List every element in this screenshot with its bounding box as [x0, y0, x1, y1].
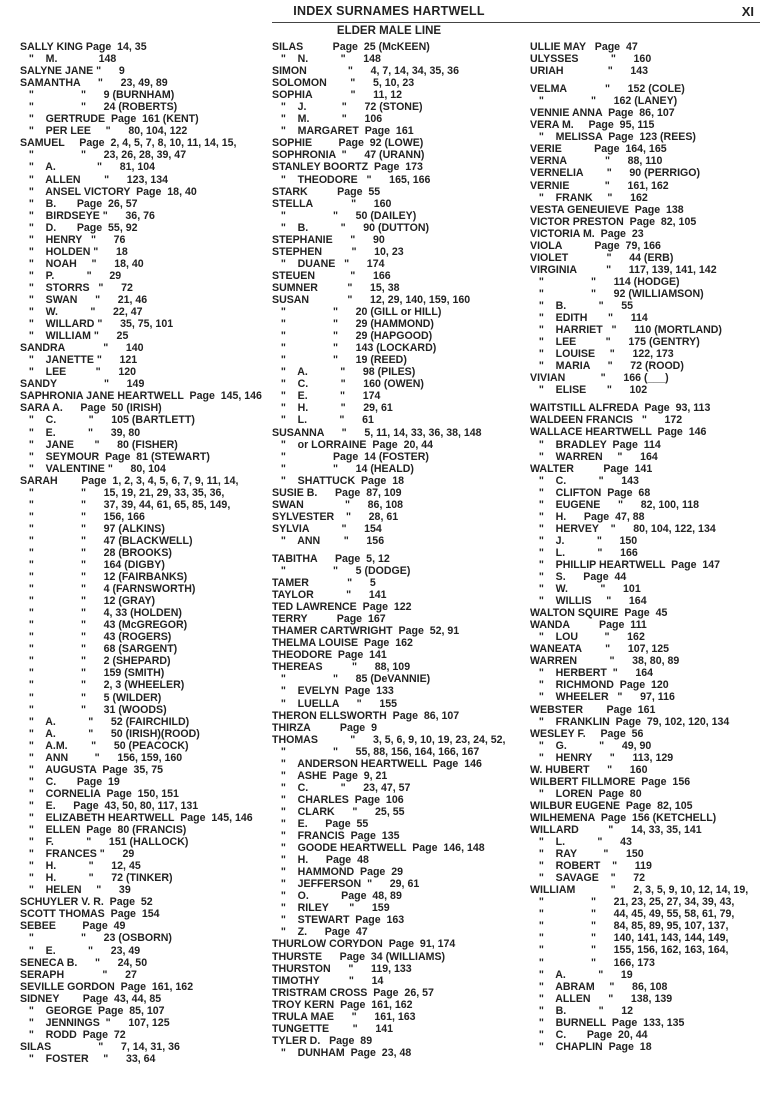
index-entry: " " 31 (WOODS): [20, 703, 167, 716]
index-entry: WILLIAM " 2, 3, 5, 9, 10, 12, 14, 19,: [530, 884, 749, 897]
index-entry: " GOODE HEARTWELL Page 146, 148: [272, 842, 485, 855]
index-entry: " " 5 (WILDER): [20, 691, 162, 704]
index-entry: " CHAPLIN Page 18: [530, 1040, 652, 1053]
index-entry: " A. " 98 (PILES): [272, 366, 416, 379]
index-entry: SAPHRONIA JANE HEARTWELL Page 145, 146: [20, 390, 262, 403]
index-entry: " B. " 12: [530, 1004, 634, 1017]
index-entry: " " 85 (DeVANNIE): [272, 673, 431, 686]
index-entry: " RICHMOND Page 120: [530, 679, 669, 692]
index-entry: WANDA Page 111: [530, 619, 647, 632]
index-entry: " HARRIET " 110 (MORTLAND): [530, 324, 722, 337]
index-entry: SOLOMON " 5, 10, 23: [272, 77, 415, 90]
index-entry: VESTA GENEUIEVE Page 138: [530, 203, 684, 216]
index-entry: " W. " 22, 47: [20, 306, 143, 319]
index-entry: THELMA LOUISE Page 162: [272, 637, 413, 650]
index-entry: " PER LEE " 80, 104, 122: [20, 125, 188, 138]
index-entry: STEUEN " 166: [272, 269, 391, 282]
index-entry: " H. " 29, 61: [272, 402, 393, 415]
index-entry: " A. " 52 (FAIRCHILD): [20, 715, 190, 728]
index-entry: " " 23, 26, 28, 39, 47: [20, 149, 187, 162]
index-entry: " B. Page 26, 57: [20, 197, 138, 210]
index-entry: " WILLIS " 164: [530, 595, 647, 608]
index-entry: " J. " 150: [530, 534, 638, 547]
index-entry: STANLEY BOORTZ Page 173: [272, 161, 423, 174]
index-entry: SANDY " 149: [20, 378, 145, 391]
index-entry: THURSTON " 119, 133: [272, 962, 412, 975]
index-entry: " " 43 (ROGERS): [20, 631, 172, 644]
index-entry: " " 68 (SARGENT): [20, 643, 178, 656]
index-entry: WILLARD " 14, 33, 35, 141: [530, 824, 702, 836]
index-entry: TROY KERN Page 161, 162: [272, 998, 413, 1011]
index-entry: " HENRY " 76: [20, 233, 126, 246]
index-entry: " " 156, 166: [20, 510, 145, 523]
index-entry: " VALENTINE " 80, 104: [20, 462, 166, 475]
index-entry: " ANN " 156, 159, 160: [20, 751, 183, 764]
index-entry: STELLA " 160: [272, 197, 392, 210]
index-entry: " " 24 (ROBERTS): [20, 101, 178, 114]
index-entry: " ANSEL VICTORY Page 18, 40: [20, 185, 197, 198]
index-entry: " W. " 101: [530, 583, 641, 596]
index-entry: " " 23 (OSBORN): [20, 932, 172, 945]
index-entry: SAMANTHA " 23, 49, 89: [20, 77, 168, 90]
index-entry: " JANE " 80 (FISHER): [20, 438, 178, 451]
index-entry: " G. " 49, 90: [530, 739, 652, 752]
index-entry: TUNGETTE " 141: [272, 1022, 393, 1035]
page-title: INDEX SURNAMES HARTWELL: [293, 4, 485, 18]
index-entry: " " 92 (WILLIAMSON): [530, 287, 704, 300]
index-column-1: [20, 41, 268, 1065]
index-entry: " BURNELL Page 133, 135: [530, 1016, 685, 1029]
index-entry: " FRANCES " 29: [20, 848, 135, 861]
index-entry: " RAY " 150: [530, 848, 644, 861]
index-entry: " HAMMOND Page 29: [272, 866, 403, 879]
index-entry: " ROBERT " 119: [530, 860, 652, 873]
index-entry: THURLOW CORYDON Page 91, 174: [272, 938, 456, 951]
index-entry: TERRY Page 167: [272, 613, 386, 626]
index-entry: SUSIE B. Page 87, 109: [272, 486, 402, 499]
index-entry: " " 4 (FARNSWORTH): [20, 583, 196, 596]
index-entry: " HELEN " 39: [20, 884, 131, 897]
index-entry: VERA M. Page 95, 115: [530, 119, 655, 132]
index-entry: TRULA MAE " 161, 163: [272, 1010, 416, 1023]
index-entry: " S. Page 44: [530, 571, 627, 584]
index-entry: " WARREN " 164: [530, 450, 658, 463]
index-entry: " B. " 55: [530, 299, 634, 312]
index-entry: SENECA B. " 24, 50: [20, 956, 148, 969]
index-entry: THEODORE Page 141: [272, 649, 387, 662]
page-header: [0, 4, 778, 24]
index-entry: TAYLOR " 141: [272, 589, 387, 602]
index-entry: " MARGARET Page 161: [272, 125, 414, 138]
index-entry: " CORNELIA Page 150, 151: [20, 787, 179, 800]
index-entry: " ELIZABETH HEARTWELL Page 145, 146: [20, 812, 253, 824]
index-entry: THAMER CARTWRIGHT Page 52, 91: [272, 625, 460, 638]
index-entry: " " 159 (SMITH): [20, 667, 165, 680]
index-entry: " C. Page 19: [20, 775, 120, 788]
index-entry: STARK Page 55: [272, 185, 381, 198]
index-entry: " ALLEN " 123, 134: [20, 173, 169, 186]
index-entry: SOPHIA " 11, 12: [272, 89, 403, 102]
index-entry: " MARIA " 72 (ROOD): [530, 360, 684, 373]
index-entry: " A. " 19: [530, 968, 633, 981]
index-entry: " " 2 (SHEPARD): [20, 655, 171, 668]
index-entry: " " 15, 19, 21, 29, 33, 35, 36,: [20, 486, 225, 499]
index-entry: VENNIE ANNA Page 86, 107: [530, 107, 675, 120]
index-entry: " ALLEN " 138, 139: [530, 992, 673, 1005]
index-entry: SOPHRONIA " 47 (URANN): [272, 149, 425, 162]
index-entry: " " 50 (DAILEY): [272, 209, 417, 222]
index-entry: " MELISSA Page 123 (REES): [530, 131, 696, 144]
index-entry: VERIE Page 164, 165: [530, 143, 667, 156]
index-entry: " WILLARD " 35, 75, 101: [20, 318, 174, 331]
index-entry: " FRANK " 162: [530, 191, 648, 204]
index-entry: WILBERT FILLMORE Page 156: [530, 775, 691, 788]
index-entry: THURSTE Page 34 (WILLIAMS): [272, 950, 446, 963]
index-column-3: [530, 41, 774, 1053]
index-entry: " SHATTUCK Page 18: [272, 474, 404, 487]
index-entry: THEREAS " 88, 109: [272, 661, 411, 674]
index-entry: " E. " 174: [272, 390, 381, 403]
index-entry: STEPHANIE " 90: [272, 233, 385, 246]
index-entry: " Z. Page 47: [272, 926, 368, 939]
page-number: XI: [741, 4, 754, 19]
index-entry: " " 29 (HAMMOND): [272, 318, 434, 331]
index-entry: " JEFFERSON " 29, 61: [272, 878, 420, 891]
index-entry: " HENRY " 113, 129: [530, 751, 674, 764]
index-entry: " O. Page 48, 89: [272, 890, 402, 903]
index-entry: " ABRAM " 86, 108: [530, 980, 668, 993]
index-column-2: [272, 41, 524, 1059]
index-entry: " HERVEY " 80, 104, 122, 134: [530, 522, 716, 535]
index-entry: " " 12 (GRAY): [20, 595, 156, 608]
index-entry: " " 164 (DIGBY): [20, 559, 165, 572]
index-entry: SUMNER " 15, 38: [272, 281, 400, 294]
index-entry: VERNELIA " 90 (PERRIGO): [530, 167, 701, 180]
index-entry: VERNIE " 161, 162: [530, 179, 669, 192]
index-entry: " RILEY " 159: [272, 902, 390, 915]
index-entry: SEVILLE GORDON Page 161, 162: [20, 980, 194, 993]
index-entry: " L. " 61: [272, 414, 374, 427]
index-entry: " JANETTE " 121: [20, 354, 138, 367]
index-entry: " A. " 81, 104: [20, 161, 156, 174]
index-entry: TAMER " 5: [272, 577, 376, 590]
index-entry: " C. " 105 (BARTLETT): [20, 414, 195, 427]
index-entry: WARREN " 38, 80, 89: [530, 655, 680, 668]
index-entry: SANDRA " 140: [20, 342, 144, 355]
index-entry: " E. Page 55: [272, 818, 369, 830]
index-entry: " " 4, 33 (HOLDEN): [20, 607, 182, 620]
index-entry: " " 20 (GILL or HILL): [272, 306, 442, 319]
index-entry: " ELLEN Page 80 (FRANCIS): [20, 824, 187, 837]
index-entry: " LUELLA " 155: [272, 697, 398, 710]
index-entry: " SWAN " 21, 46: [20, 293, 148, 306]
index-entry: SILAS " 7, 14, 31, 36: [20, 1040, 180, 1053]
index-entry: " ELISE " 102: [530, 384, 648, 397]
index-entry: " " 2, 3 (WHEELER): [20, 679, 185, 692]
index-entry: " " 14 (HEALD): [272, 462, 414, 475]
index-entry: " D. Page 55, 92: [20, 221, 138, 234]
index-entry: " or LORRAINE Page 20, 44: [272, 438, 434, 451]
index-entry: WEBSTER Page 161: [530, 703, 656, 716]
index-entry: " L. " 166: [530, 546, 638, 559]
index-entry: SIMON " 4, 7, 14, 34, 35, 36: [272, 65, 459, 78]
index-entry: SCOTT THOMAS Page 154: [20, 908, 160, 921]
index-entry: " A. " 50 (IRISH)(ROOD): [20, 727, 200, 740]
index-entry: " " 97 (ALKINS): [20, 522, 165, 535]
index-entry: " H. Page 47, 88: [530, 510, 645, 523]
index-entry: " DUNHAM Page 23, 48: [272, 1046, 412, 1059]
index-entry: " BIRDSEYE " 36, 76: [20, 209, 155, 222]
index-entry: " JENNINGS " 107, 125: [20, 1016, 170, 1029]
index-entry: SARAH Page 1, 2, 3, 4, 5, 6, 7, 9, 11, 14,: [20, 474, 239, 487]
index-entry: SALLY KING Page 14, 35: [20, 41, 147, 53]
index-entry: " A.M. " 50 (PEACOCK): [20, 739, 189, 752]
index-entry: WALDEEN FRANCIS " 172: [530, 414, 683, 427]
index-entry: " LOREN Page 80: [530, 787, 642, 800]
index-entry: " LEE " 175 (GENTRY): [530, 336, 700, 349]
index-entry: " " 5 (DODGE): [272, 565, 411, 578]
index-entry: " RODD Page 72: [20, 1028, 126, 1041]
index-entry: SILAS Page 25 (McKEEN): [272, 41, 430, 53]
index-entry: TRISTRAM CROSS Page 26, 57: [272, 986, 434, 999]
index-entry: " E. Page 43, 50, 80, 117, 131: [20, 799, 199, 812]
index-entry: " C. " 160 (OWEN): [272, 378, 424, 391]
index-entry: WANEATA " 107, 125: [530, 643, 670, 656]
index-entry: URIAH " 143: [530, 65, 649, 78]
index-entry: " BRADLEY Page 114: [530, 438, 661, 451]
index-entry: VERNA " 88, 110: [530, 155, 663, 168]
index-entry: WALTON SQUIRE Page 45: [530, 607, 668, 620]
index-entry: SUSANNA " 5, 11, 14, 33, 36, 38, 148: [272, 426, 482, 439]
index-entry: " CHARLES Page 106: [272, 793, 404, 806]
index-entry: " FRANCIS Page 135: [272, 830, 400, 843]
index-entry: SAMUEL Page 2, 4, 5, 7, 8, 10, 11, 14, 15,: [20, 137, 237, 150]
index-entry: WAITSTILL ALFREDA Page 93, 113: [530, 402, 711, 415]
index-entry: " SEYMOUR Page 81 (STEWART): [20, 450, 210, 463]
index-entry: " NOAH " 18, 40: [20, 257, 144, 270]
index-entry: " HOLDEN " 18: [20, 245, 128, 258]
index-entry: " E. " 23, 49: [20, 944, 141, 957]
index-entry: VICTOR PRESTON Page 82, 105: [530, 215, 697, 228]
index-entry: " C. " 23, 47, 57: [272, 781, 411, 794]
index-entry: " STEWART Page 163: [272, 914, 405, 927]
index-entry: VELMA " 152 (COLE): [530, 83, 685, 96]
index-entry: WALLACE HEARTWELL Page 146: [530, 426, 707, 439]
index-entry: " WILLIAM " 25: [20, 330, 129, 343]
index-entry: TABITHA Page 5, 12: [272, 552, 390, 565]
index-entry: " AUGUSTA Page 35, 75: [20, 763, 163, 776]
index-entry: SERAPH " 27: [20, 968, 137, 981]
index-entry: " PHILLIP HEARTWELL Page 147: [530, 558, 721, 571]
index-entry: WILHEMENA Page 156 (KETCHELL): [530, 811, 717, 824]
index-entry: " WHEELER " 97, 116: [530, 691, 675, 704]
index-entry: " HERBERT " 164: [530, 667, 654, 680]
index-entry: TYLER D. Page 89: [272, 1034, 373, 1047]
index-entry: " " 21, 23, 25, 27, 34, 39, 43,: [530, 896, 735, 909]
index-entry: " CLARK " 25, 55: [272, 805, 405, 818]
index-entry: " SAVAGE " 72: [530, 872, 646, 885]
index-entry: " C. Page 20, 44: [530, 1028, 648, 1041]
index-entry: " " 162 (LANEY): [530, 95, 678, 108]
index-entry: " " 55, 88, 156, 164, 166, 167: [272, 745, 480, 758]
index-entry: " FRANKLIN Page 79, 102, 120, 134: [530, 715, 730, 728]
index-entry: " " 28 (BROOKS): [20, 546, 172, 559]
index-entry: W. HUBERT " 160: [530, 763, 648, 776]
index-entry: WILBUR EUGENE Page 82, 105: [530, 799, 693, 812]
index-entry: SYLVESTER " 28, 61: [272, 510, 399, 523]
index-entry: " " 155, 156, 162, 163, 164,: [530, 944, 729, 957]
index-entry: SWAN " 86, 108: [272, 498, 404, 511]
index-entry: " F. " 151 (HALLOCK): [20, 836, 189, 849]
index-entry: " " 9 (BURNHAM): [20, 89, 175, 102]
index-entry: " " 43 (McGREGOR): [20, 619, 188, 632]
index-entry: TIMOTHY " 14: [272, 974, 384, 987]
index-entry: SUSAN " 12, 29, 140, 159, 160: [272, 293, 471, 306]
index-entry: " H. " 72 (TINKER): [20, 872, 173, 885]
index-entry: " FOSTER " 33, 64: [20, 1052, 156, 1065]
index-entry: SIDNEY Page 43, 44, 85: [20, 992, 162, 1005]
index-entry: " J. " 72 (STONE): [272, 101, 423, 114]
index-entry: WALTER Page 141: [530, 462, 653, 475]
index-entry: " N. " 148: [272, 53, 381, 66]
index-entry: TED LAWRENCE Page 122: [272, 601, 412, 614]
index-entry: " DUANE " 174: [272, 257, 385, 270]
index-entry: VIRGINIA " 117, 139, 141, 142: [530, 263, 717, 276]
index-entry: " CLIFTON Page 68: [530, 486, 651, 499]
index-entry: " " 37, 39, 44, 61, 65, 85, 149,: [20, 498, 231, 511]
index-entry: SALYNE JANE " 9: [20, 65, 125, 78]
index-entry: " EVELYN Page 133: [272, 685, 394, 698]
index-entry: ULYSSES " 160: [530, 53, 652, 66]
index-entry: VIOLET " 44 (ERB): [530, 251, 674, 264]
header-divider: [272, 22, 760, 23]
index-entry: SCHUYLER V. R. Page 52: [20, 896, 153, 909]
index-entry: " ANN " 156: [272, 534, 385, 547]
page-subtitle: ELDER MALE LINE: [336, 25, 442, 37]
index-entry: " LOU " 162: [530, 631, 645, 644]
index-entry: " STORRS " 72: [20, 281, 133, 294]
index-entry: " LOUISE " 122, 173: [530, 348, 674, 361]
index-entry: " " 19 (REED): [272, 354, 407, 367]
index-entry: " " 84, 85, 89, 95, 107, 137,: [530, 920, 729, 933]
index-entry: VIVIAN " 166 (___): [530, 372, 669, 385]
index-entry: " " 166, 173: [530, 956, 655, 969]
index-entry: " " 143 (LOCKARD): [272, 342, 437, 355]
index-entry: " H. Page 48: [272, 854, 369, 867]
index-entry: ULLIE MAY Page 47: [530, 41, 638, 53]
index-entry: " " 12 (FAIRBANKS): [20, 571, 188, 584]
index-entry: " E. " 39, 80: [20, 426, 141, 439]
index-entry: SEBEE Page 49: [20, 920, 126, 933]
index-entry: VICTORIA M. Page 23: [530, 227, 644, 240]
index-entry: " Page 14 (FOSTER): [272, 450, 429, 463]
index-entry: " LEE " 120: [20, 366, 137, 379]
index-entry: " " 44, 45, 49, 55, 58, 61, 79,: [530, 908, 735, 921]
index-entry: " GEORGE Page 85, 107: [20, 1004, 165, 1017]
index-entry: " THEODORE " 165, 166: [272, 173, 431, 186]
index-entry: THIRZA Page 9: [272, 721, 377, 734]
index-entry: " B. " 90 (DUTTON): [272, 221, 430, 234]
index-entry: " " 114 (HODGE): [530, 275, 680, 288]
index-entry: SOPHIE Page 92 (LOWE): [272, 137, 424, 150]
index-entry: SYLVIA " 154: [272, 522, 382, 535]
index-entry: " L. " 43: [530, 836, 632, 849]
index-entry: WESLEY F. Page 56: [530, 727, 644, 740]
index-entry: STEPHEN " 10, 23: [272, 245, 404, 258]
index-entry: " P. " 29: [20, 269, 122, 282]
index-entry: " " 47 (BLACKWELL): [20, 534, 193, 547]
index-entry: " EUGENE " 82, 100, 118: [530, 498, 700, 511]
index-entry: " " 140, 141, 143, 144, 149,: [530, 932, 729, 945]
index-entry: " ASHE Page 9, 21: [272, 769, 388, 782]
index-entry: " C. " 143: [530, 474, 639, 487]
index-entry: " M. 148: [20, 53, 117, 66]
index-entry: THOMAS " 3, 5, 6, 9, 10, 19, 23, 24, 52,: [272, 733, 506, 746]
index-entry: THERON ELLSWORTH Page 86, 107: [272, 709, 460, 722]
index-entry: " GERTRUDE Page 161 (KENT): [20, 113, 199, 126]
index-entry: " EDITH " 114: [530, 312, 648, 325]
index-entry: VIOLA Page 79, 166: [530, 239, 661, 252]
index-entry: " M. " 106: [272, 113, 383, 126]
index-entry: " H. " 12, 45: [20, 860, 141, 873]
index-entry: SARA A. Page 50 (IRISH): [20, 402, 162, 415]
index-entry: " " 29 (HAPGOOD): [272, 330, 433, 343]
index-entry: " ANDERSON HEARTWELL Page 146: [272, 757, 482, 770]
